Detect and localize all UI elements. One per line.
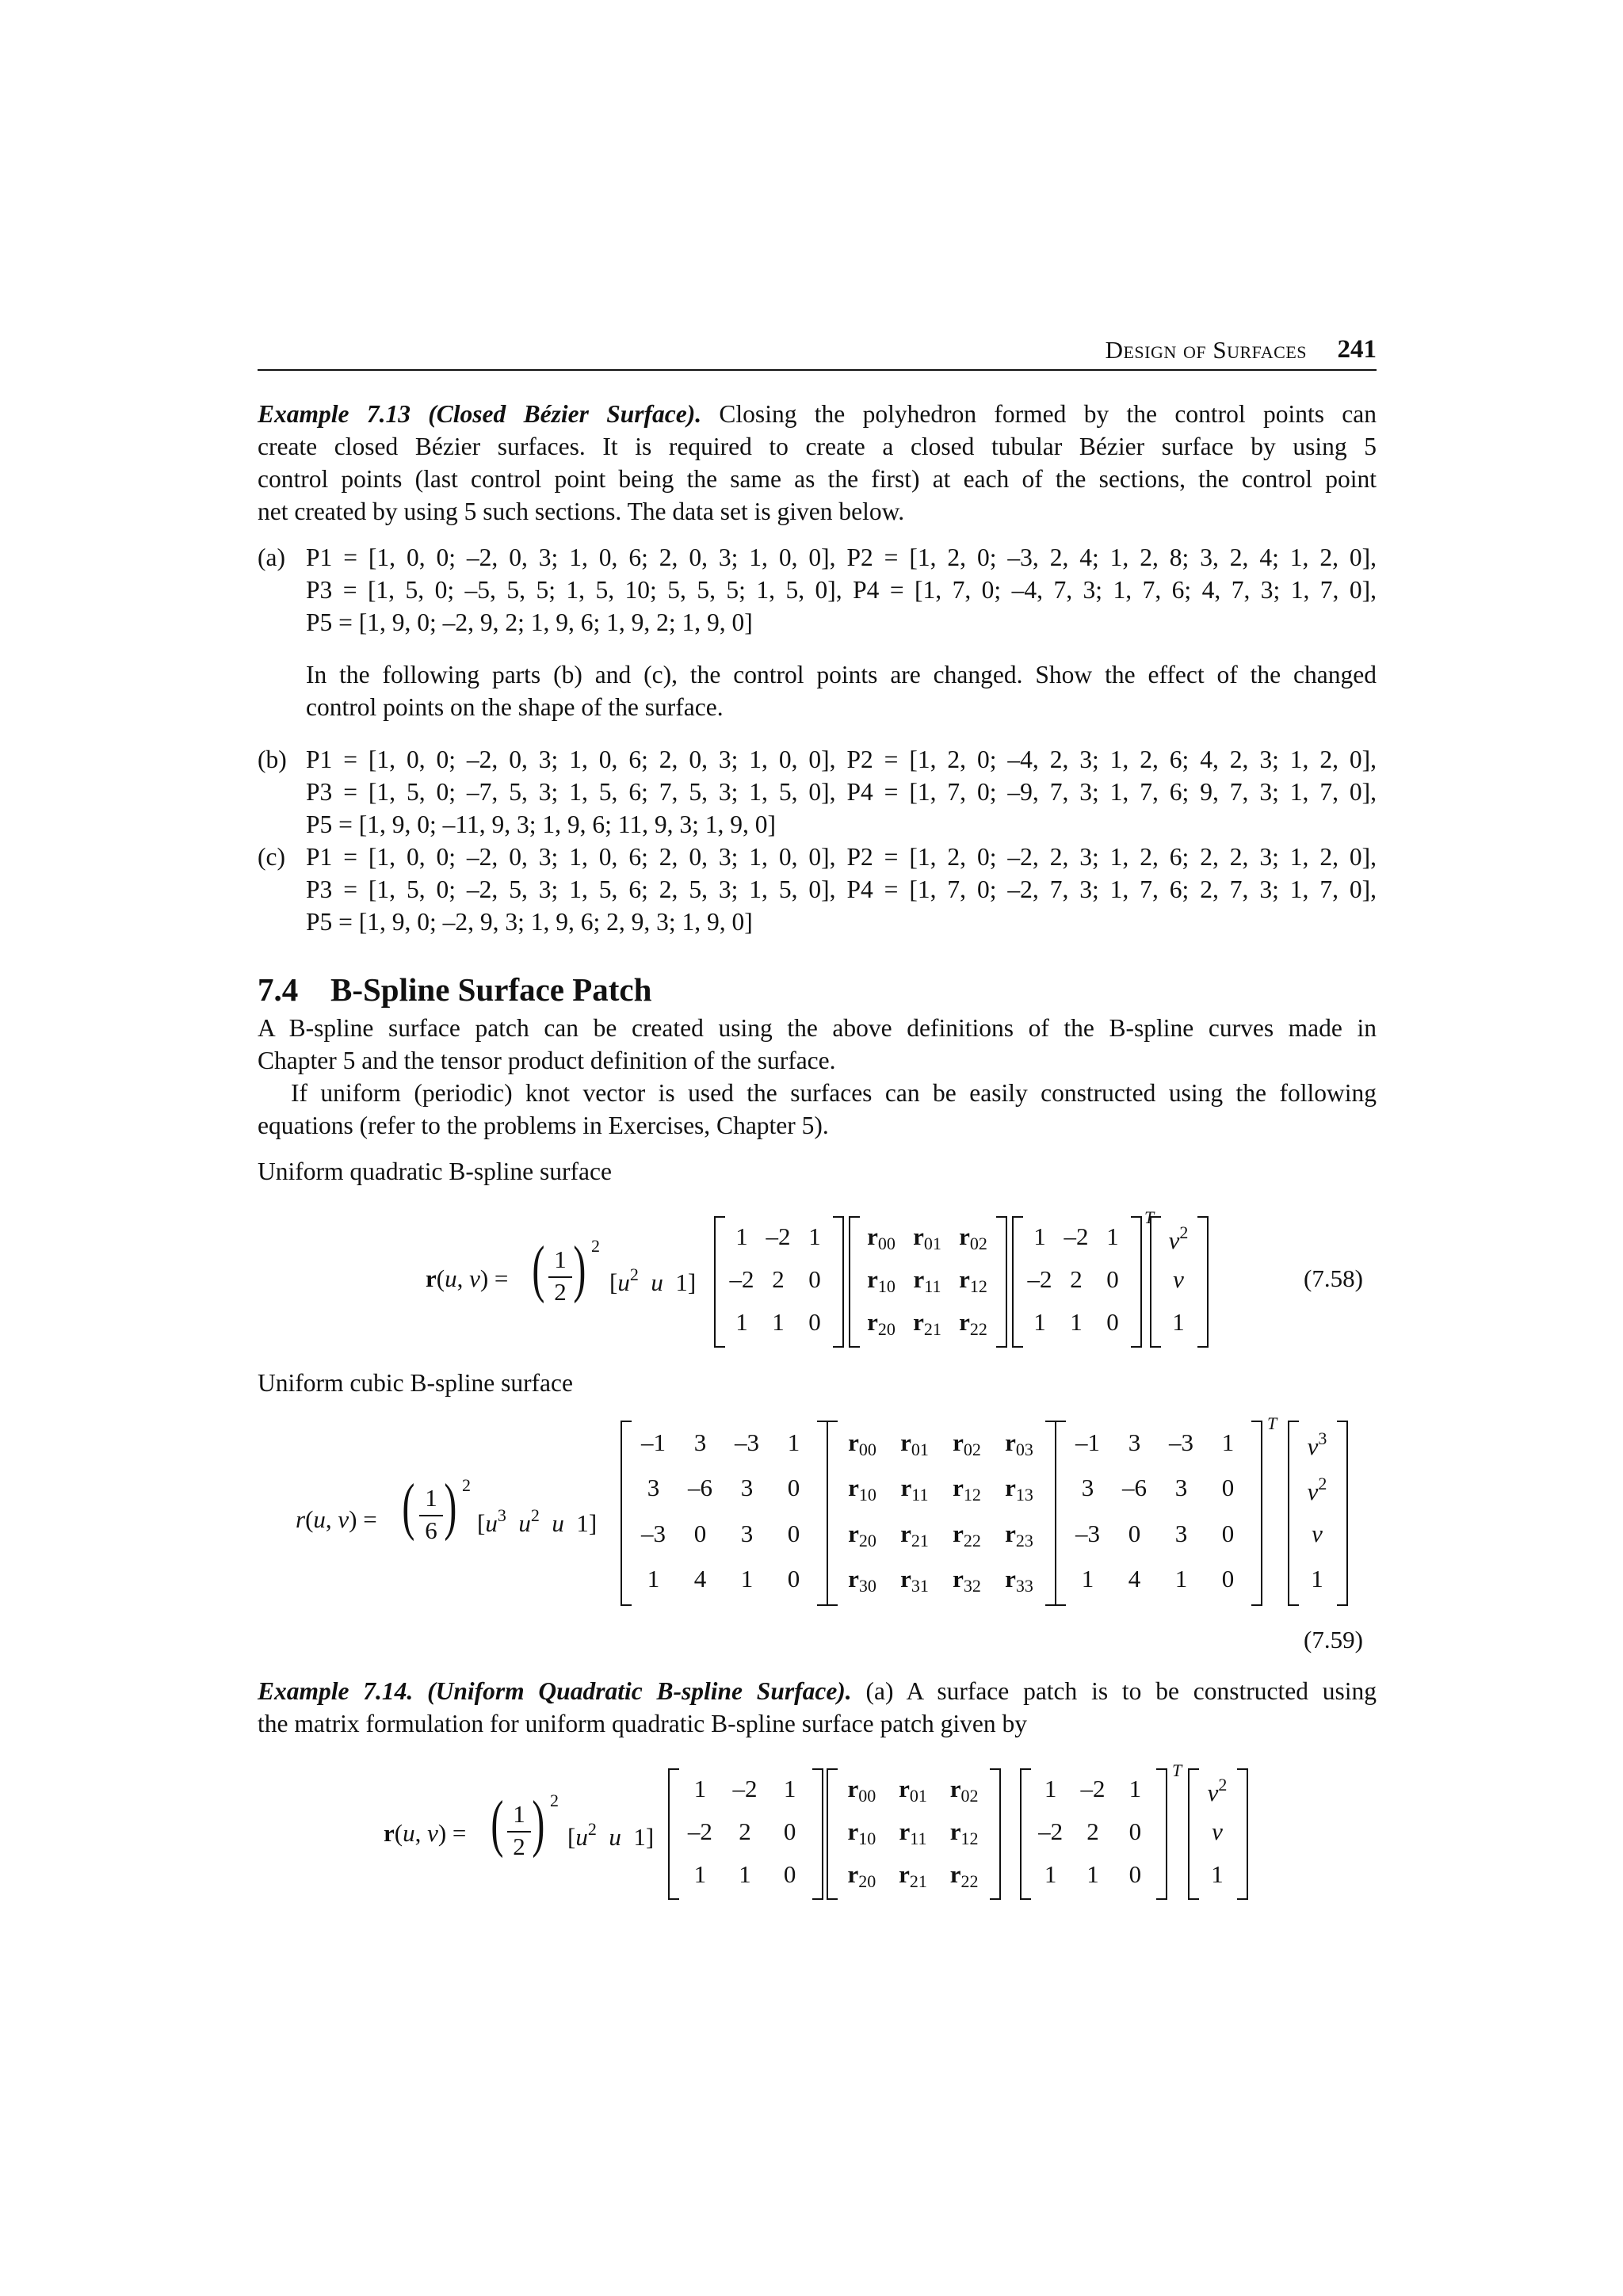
eq758-frac-den: 2 <box>554 1278 567 1306</box>
eq759-basis-cell: –6 <box>688 1474 712 1502</box>
eq714-control-cell: $r_{12}$ <box>949 1817 979 1848</box>
eq759-left-paren: ( <box>402 1472 415 1542</box>
eq759-basis-t-cell: 0 <box>1221 1565 1235 1593</box>
eq714-control-cell: $r_{21}$ <box>899 1860 927 1891</box>
eq759-row-vector: [$u^3$ $u^2$ u 1] <box>477 1505 598 1537</box>
eq714-basis-cell: 0 <box>783 1860 796 1888</box>
note-line-1: In the following parts (b) and (c), the control points are changed. Show the effect of the changed <box>306 661 1377 688</box>
eq759-basis-cell: 0 <box>787 1474 800 1502</box>
eq714-basis-cell: –2 <box>687 1817 712 1845</box>
eq714-basis-t-cell: 1 <box>1086 1860 1099 1888</box>
eq759-control-cell: $r_{10}$ <box>848 1474 876 1505</box>
eq759-control-cell: $r_{32}$ <box>953 1565 981 1596</box>
eq714-basis-cell: –2 <box>732 1775 758 1802</box>
eq714-col-cell: v <box>1212 1817 1223 1845</box>
eq758-basis-t-cell: 1 <box>1070 1308 1083 1336</box>
part-a-line-2: P3 = [1, 5, 0; –5, 5, 5; 1, 5, 10; 5, 5, 5; 1, 5, 0], P4 = [1, 7, 0; –4, 7, 3; 1, 7, 6; 4, 7, 3; 1, 7, 0], <box>306 576 1377 604</box>
eq759-basis-t-cell: –3 <box>1075 1519 1100 1547</box>
eq759-control-cell: $r_{01}$ <box>900 1428 929 1459</box>
cubic-label: Uniform cubic B-spline surface <box>258 1369 573 1397</box>
part-b-line-1: P1 = [1, 0, 0; –2, 0, 3; 1, 0, 6; 2, 0, 3; 1, 0, 0], P2 = [1, 2, 0; –4, 2, 3; 1, 2, 6; 4, 2, 3; 1, 2, 0], <box>306 746 1377 773</box>
eq714-control-matrix <box>836 1768 990 1897</box>
eq714-control-cell: $r_{11}$ <box>899 1817 927 1848</box>
eq759-control-cell: $r_{13}$ <box>1005 1474 1033 1505</box>
eq714-basis-t-cell: 2 <box>1086 1817 1099 1845</box>
eq714-control-cell: $r_{22}$ <box>949 1860 979 1891</box>
note-line-2: control points on the shape of the surface. <box>306 693 724 721</box>
eq714-basis-t-matrix <box>1029 1768 1156 1897</box>
part-c-line-3: P5 = [1, 9, 0; –2, 9, 3; 1, 9, 6; 2, 9, 3; 1, 9, 0] <box>306 908 753 936</box>
eq758-control-cell: $r_{02}$ <box>959 1222 987 1253</box>
quadratic-label: Uniform quadratic B-spline surface <box>258 1158 612 1185</box>
eq758-power: 2 <box>591 1236 600 1256</box>
eq714-right-paren: ) <box>532 1789 545 1859</box>
example-714-heading: Example 7.14. (Uniform Quadratic B-spline Surface). <box>258 1677 852 1705</box>
eq759-basis-t-cell: 1 <box>1174 1565 1188 1593</box>
eq758-col-cell: 1 <box>1172 1308 1185 1336</box>
eq759-control-cell: $r_{21}$ <box>900 1519 929 1550</box>
eq758-basis-t-cell: –2 <box>1027 1265 1052 1293</box>
eq759-control-cell: $r_{33}$ <box>1005 1565 1033 1596</box>
eq759-basis-t-cell: 3 <box>1174 1519 1188 1547</box>
eq714-control-cell: $r_{01}$ <box>899 1775 927 1806</box>
eq759-basis-matrix <box>630 1421 817 1603</box>
eq714-basis-matrix <box>678 1768 812 1897</box>
eq758-lhs: r(u, v) = <box>426 1264 509 1292</box>
eq759-basis-t-cell: 1 <box>1221 1428 1235 1456</box>
section-p1-line-1: A B-spline surface patch can be created using the above definitions of the B-spline curves made in <box>258 1014 1377 1042</box>
eq714-basis-cell: 1 <box>693 1860 707 1888</box>
eq759-control-cell: $r_{20}$ <box>848 1519 876 1550</box>
part-b-label: (b) <box>258 746 287 773</box>
eq714-frac-den: 2 <box>513 1833 525 1860</box>
eq759-basis-cell: 0 <box>787 1565 800 1593</box>
eq759-basis-t-cell: –6 <box>1122 1474 1147 1502</box>
page-header <box>258 331 1377 371</box>
eq714-power: 2 <box>550 1791 559 1810</box>
eq759-col-cell: 1 <box>1311 1565 1323 1593</box>
eq759-basis-cell: 3 <box>693 1428 707 1456</box>
eq758-basis-cell: 1 <box>735 1308 748 1336</box>
example-714-line-2: the matrix formulation for uniform quadratic B-spline surface patch given by <box>258 1710 1027 1737</box>
eq758-col-cell: $v^2$ <box>1168 1222 1189 1254</box>
part-a-label: (a) <box>258 543 285 571</box>
eq714-basis-cell: 0 <box>783 1817 796 1845</box>
part-b-line-2: P3 = [1, 5, 0; –7, 5, 3; 1, 5, 6; 7, 5, 3; 1, 5, 0], P4 = [1, 7, 0; –9, 7, 3; 1, 7, 6; 9, 7, 3; 1, 7, 0], <box>306 778 1377 806</box>
eq758-basis-t-cell: 1 <box>1033 1222 1046 1250</box>
eq714-transpose: T <box>1172 1760 1182 1780</box>
eq758-control-cell: $r_{20}$ <box>867 1308 896 1339</box>
eq759-basis-cell: 3 <box>647 1474 660 1502</box>
eq714-basis-t-cell: 0 <box>1128 1817 1142 1845</box>
eq758-row-vector: [$u^2$ u 1] <box>609 1264 697 1296</box>
eq759-basis-t-cell: 0 <box>1128 1519 1141 1547</box>
eq759-control-cell: $r_{22}$ <box>953 1519 981 1550</box>
eq759-lhs: r(u, v) = <box>296 1505 377 1533</box>
section-heading <box>258 971 651 1009</box>
eq758-frac-num: 1 <box>554 1245 567 1273</box>
eq759-basis-t-cell: 4 <box>1128 1565 1141 1593</box>
eq758-number: (7.58) <box>1304 1264 1363 1292</box>
eq759-basis-t-cell: –1 <box>1075 1428 1100 1456</box>
eq759-control-matrix <box>836 1421 1045 1603</box>
example-713-heading: Example 7.13 (Closed Bézier Surface). <box>258 400 702 428</box>
eq759-basis-t-cell: 3 <box>1081 1474 1094 1502</box>
eq758-control-matrix <box>858 1216 996 1344</box>
eq759-control-cell: $r_{12}$ <box>953 1474 981 1505</box>
eq714-basis-t-cell: –2 <box>1038 1817 1064 1845</box>
eq759-basis-cell: –1 <box>641 1428 666 1456</box>
eq714-basis-cell: 1 <box>783 1775 796 1802</box>
eq759-col-cell: $v^3$ <box>1307 1428 1327 1460</box>
eq759-right-paren: ) <box>444 1472 457 1542</box>
section-title: B-Spline Surface Patch <box>330 971 652 1008</box>
eq758-basis-t-cell: 1 <box>1106 1222 1119 1250</box>
example-713-line-4: net created by using 5 such sections. The data set is given below. <box>258 498 905 525</box>
eq758-control-cell: $r_{22}$ <box>959 1308 987 1339</box>
eq714-control-cell: $r_{20}$ <box>847 1860 876 1891</box>
eq714-control-cell: $r_{02}$ <box>949 1775 979 1806</box>
eq759-basis-cell: 1 <box>740 1565 754 1593</box>
eq714-basis-t-cell: 0 <box>1128 1860 1142 1888</box>
eq758-control-cell: $r_{10}$ <box>867 1265 896 1296</box>
eq758-basis-cell: 2 <box>772 1265 785 1293</box>
part-c-line-2: P3 = [1, 5, 0; –2, 5, 3; 1, 5, 6; 2, 5, 3; 1, 5, 0], P4 = [1, 7, 0; –2, 7, 3; 1, 7, 6; 2, 7, 3; 1, 7, 0], <box>306 875 1377 903</box>
section-number: 7.4 <box>258 971 299 1008</box>
eq758-control-cell: $r_{00}$ <box>867 1222 896 1253</box>
example-713-line-3: control points (last control point being the same as the first) at each of the sections, the control point <box>258 465 1377 493</box>
eq759-control-cell: $r_{00}$ <box>848 1428 876 1459</box>
eq714-basis-t-cell: 1 <box>1044 1775 1057 1802</box>
eq759-basis-t-cell: –3 <box>1169 1428 1193 1456</box>
eq714-control-cell: $r_{00}$ <box>847 1775 876 1806</box>
eq758-basis-matrix <box>724 1216 833 1344</box>
eq759-col-cell: $v^2$ <box>1307 1474 1327 1506</box>
example-714-line-1: Example 7.14. (Uniform Quadratic B-spline Surface). (a) A surface patch is to be constructed using <box>258 1677 1377 1705</box>
eq759-basis-t-cell: 3 <box>1128 1428 1141 1456</box>
eq759-basis-cell: –3 <box>735 1428 759 1456</box>
eq714-frac-num: 1 <box>513 1800 525 1828</box>
eq759-number: (7.59) <box>1304 1626 1363 1653</box>
eq758-control-cell: $r_{21}$ <box>913 1308 941 1339</box>
part-c-line-1: P1 = [1, 0, 0; –2, 0, 3; 1, 0, 6; 2, 0, 3; 1, 0, 0], P2 = [1, 2, 0; –2, 2, 3; 1, 2, 6; 2, 2, 3; 1, 2, 0], <box>306 843 1377 871</box>
eq758-basis-t-cell: 0 <box>1106 1265 1119 1293</box>
eq759-basis-cell: 4 <box>693 1565 707 1593</box>
eq759-frac-num: 1 <box>425 1484 437 1512</box>
eq759-basis-t-cell: 0 <box>1221 1474 1235 1502</box>
eq714-basis-cell: 2 <box>739 1817 751 1845</box>
eq759-power: 2 <box>462 1475 471 1495</box>
eq714-lhs: r(u, v) = <box>384 1819 467 1847</box>
part-b-line-3: P5 = [1, 9, 0; –11, 9, 3; 1, 9, 6; 11, 9, 3; 1, 9, 0] <box>306 810 776 838</box>
eq759-basis-t-cell: 0 <box>1221 1519 1235 1547</box>
eq758-right-paren: ) <box>573 1234 586 1304</box>
eq759-control-cell: $r_{11}$ <box>900 1474 929 1505</box>
eq759-basis-cell: 3 <box>740 1519 754 1547</box>
eq714-basis-cell: 1 <box>739 1860 751 1888</box>
eq714-left-paren: ( <box>491 1789 504 1859</box>
eq758-basis-t-cell: –2 <box>1064 1222 1089 1250</box>
eq714-row-vector: [$u^2$ u 1] <box>567 1819 655 1851</box>
eq759-control-cell: $r_{02}$ <box>953 1428 981 1459</box>
eq758-left-paren: ( <box>532 1234 545 1304</box>
eq714-basis-cell: 1 <box>693 1775 707 1802</box>
page-number: 241 <box>1337 335 1377 364</box>
eq714-col-cell: $v^2$ <box>1207 1775 1228 1806</box>
eq758-basis-cell: 0 <box>808 1265 821 1293</box>
part-a-line-3: P5 = [1, 9, 0; –2, 9, 2; 1, 9, 6; 1, 9, 2; 1, 9, 0] <box>306 608 753 636</box>
running-title: Design of Surfaces <box>1105 336 1307 364</box>
eq758-control-cell: $r_{01}$ <box>913 1222 941 1253</box>
eq759-basis-cell: –3 <box>641 1519 666 1547</box>
eq758-control-cell: $r_{11}$ <box>913 1265 941 1296</box>
section-p1-line-2: Chapter 5 and the tensor product definition of the surface. <box>258 1047 836 1074</box>
eq758-column-vector <box>1159 1216 1197 1344</box>
eq758-transpose: T <box>1144 1207 1155 1227</box>
eq759-basis-t-cell: 3 <box>1174 1474 1188 1502</box>
eq759-basis-cell: 1 <box>647 1565 660 1593</box>
eq758-col-cell: v <box>1173 1265 1184 1293</box>
eq759-control-cell: $r_{03}$ <box>1005 1428 1033 1459</box>
eq758-basis-t-cell: 0 <box>1106 1308 1119 1336</box>
eq758-basis-cell: –2 <box>766 1222 791 1250</box>
eq758-basis-t-matrix <box>1022 1216 1131 1344</box>
eq759-basis-cell: 1 <box>787 1428 800 1456</box>
eq759-basis-cell: 0 <box>693 1519 707 1547</box>
part-c-label: (c) <box>258 843 285 871</box>
eq758-basis-t-cell: 1 <box>1033 1308 1046 1336</box>
example-713-line-1: Example 7.13 (Closed Bézier Surface). Closing the polyhedron formed by the control points can <box>258 400 1377 428</box>
example-713-line-2: create closed Bézier surfaces. It is required to create a closed tubular Bézier surface by using 5 <box>258 433 1377 460</box>
eq714-basis-t-cell: 1 <box>1044 1860 1057 1888</box>
eq759-control-cell: $r_{23}$ <box>1005 1519 1033 1550</box>
eq758-basis-cell: 1 <box>808 1222 821 1250</box>
eq758-basis-cell: 1 <box>735 1222 748 1250</box>
eq759-control-cell: $r_{30}$ <box>848 1565 876 1596</box>
eq759-col-cell: v <box>1312 1519 1323 1547</box>
eq759-basis-cell: 0 <box>787 1519 800 1547</box>
eq758-basis-cell: 1 <box>772 1308 785 1336</box>
eq758-control-cell: $r_{12}$ <box>959 1265 987 1296</box>
eq714-col-cell: 1 <box>1211 1860 1224 1888</box>
eq758-basis-t-cell: 2 <box>1070 1265 1083 1293</box>
eq759-column-vector <box>1297 1421 1337 1603</box>
section-p2-line-2: equations (refer to the problems in Exercises, Chapter 5). <box>258 1112 829 1139</box>
eq714-basis-t-cell: –2 <box>1080 1775 1106 1802</box>
eq758-basis-cell: –2 <box>729 1265 754 1293</box>
part-a-line-1: P1 = [1, 0, 0; –2, 0, 3; 1, 0, 6; 2, 0, 3; 1, 0, 0], P2 = [1, 2, 0; –3, 2, 4; 1, 2, 8; 3, 2, 4; 1, 2, 0], <box>306 543 1377 571</box>
eq759-frac-den: 6 <box>425 1516 437 1544</box>
eq714-column-vector <box>1197 1768 1237 1897</box>
eq759-basis-t-matrix <box>1064 1421 1251 1603</box>
eq759-transpose: T <box>1267 1413 1277 1433</box>
eq759-basis-t-cell: 1 <box>1081 1565 1094 1593</box>
eq759-basis-cell: 3 <box>740 1474 754 1502</box>
eq714-control-cell: $r_{10}$ <box>847 1817 876 1848</box>
eq759-control-cell: $r_{31}$ <box>900 1565 929 1596</box>
eq758-basis-cell: 0 <box>808 1308 821 1336</box>
section-p2-line-1: If uniform (periodic) knot vector is used the surfaces can be easily constructed using the following <box>291 1079 1377 1107</box>
eq714-basis-t-cell: 1 <box>1128 1775 1142 1802</box>
